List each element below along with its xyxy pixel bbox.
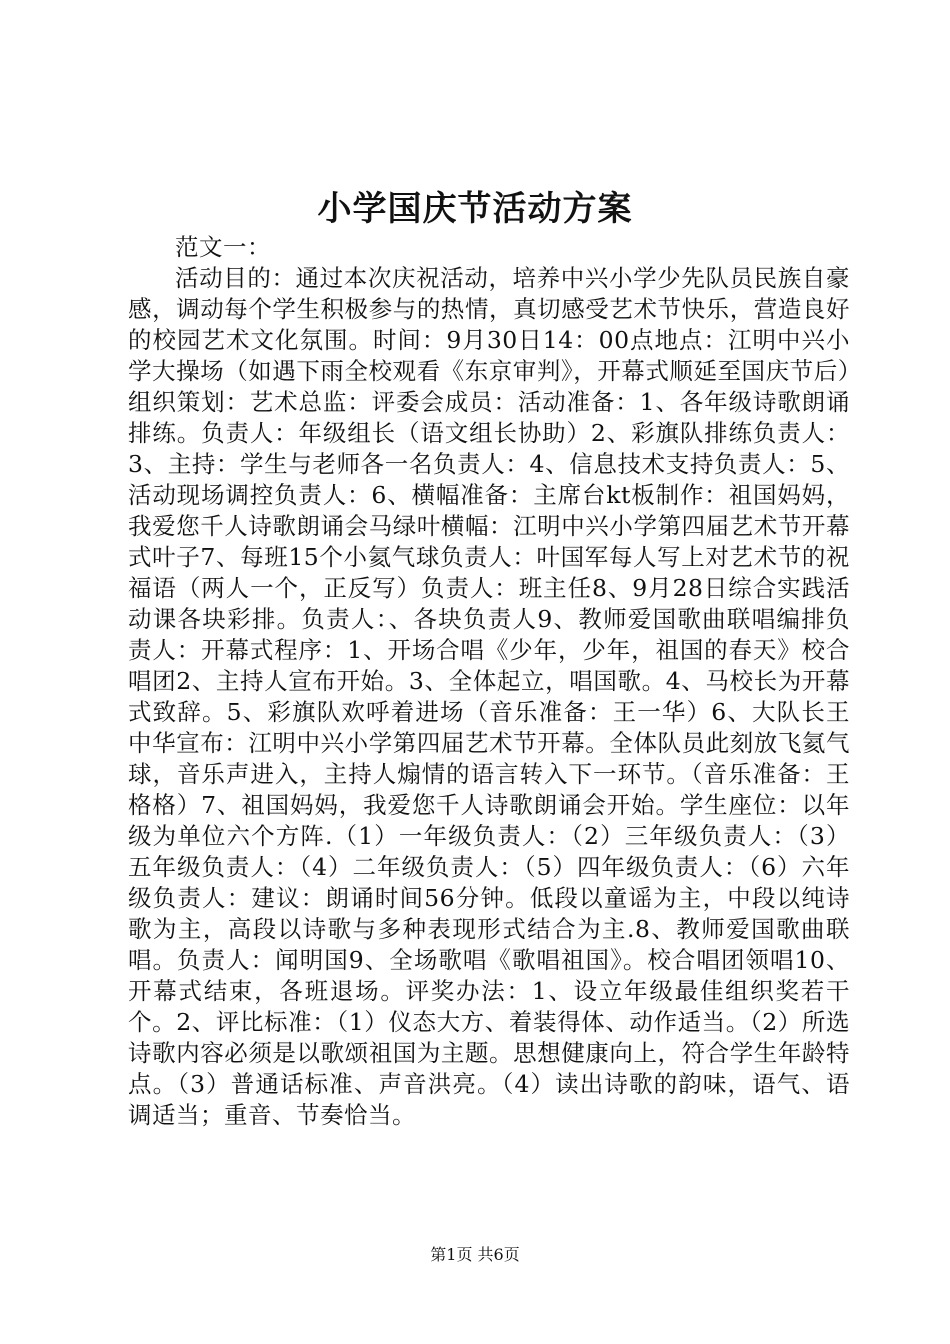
- body-paragraph: 活动目的：通过本次庆祝活动，培养中兴小学少先队员民族自豪感，调动每个学生积极参与的热情，真切感受艺术节快乐，营造良好的校园艺术文化氛围。时间：9月30日14：00点地点：江明中兴小学大操场（如遇下雨全校观看《东京审判》，开幕式顺延至国庆节后）组织策划：艺术总监：评委会成员：活动准备：1、各年级诗歌朗诵排练。负责人：年级组长（语文组长协助）2、彩旗队排练负责人：3、主持：学生与老师各一名负责人：4、信息技术支持负责人：5、活动现场调控负责人：6、横幅准备：主席台kt板制作：祖国妈妈，我爱您千人诗歌朗诵会马绿叶横幅：江明中兴小学第四届艺术节开幕式叶子7、每班15个小氦气球负责人：叶国军每人写上对艺术节的祝福语（两人一个，正反写）负责人：班主任8、9月28日综合实践活动课各块彩排。负责人：、各块负责人9、教师爱国歌曲联唱编排负责人：开幕式程序：1、开场合唱《少年，少年，祖国的春天》校合唱团2、主持人宣布开始。3、全体起立，唱国歌。4、马校长为开幕式致辞。5、彩旗队欢呼着进场（音乐准备：王一华）6、大队长王中华宣布：江明中兴小学第四届艺术节开幕。全体队员此刻放飞氦气球，音乐声进入，主持人煽情的语言转入下一环节。（音乐准备：王格格）7、祖国妈妈，我爱您千人诗歌朗诵会开始。学生座位：以年级为单位六个方阵.（1）一年级负责人：（2）三年级负责人：（3）五年级负责人：（4）二年级负责人：（5）四年级负责人：（6）六年级负责人：建议：朗诵时间56分钟。低段以童谣为主，中段以纯诗歌为主，高段以诗歌与多种表现形式结合为主.8、教师爱国歌曲联唱。负责人：闻明国9、全场歌唱《歌唱祖国》。校合唱团领唱10、开幕式结束，各班退场。评奖办法：1、设立年级最佳组织奖若干个。2、评比标准：（1）仪态大方、着装得体、动作适当。（2）所选诗歌内容必须是以歌颂祖国为主题。思想健康向上，符合学生年龄特点。（3）普通话标准、声音洪亮。（4）读出诗歌的韵味，语气、语调适当；重音、节奏恰当。: [128, 264, 850, 1129]
- section-label: 范文一：: [175, 233, 271, 261]
- page-footer: 第1页 共6页: [430, 1245, 520, 1264]
- document-title: 小学国庆节活动方案: [317, 189, 633, 229]
- document-body: [128, 232, 850, 1131]
